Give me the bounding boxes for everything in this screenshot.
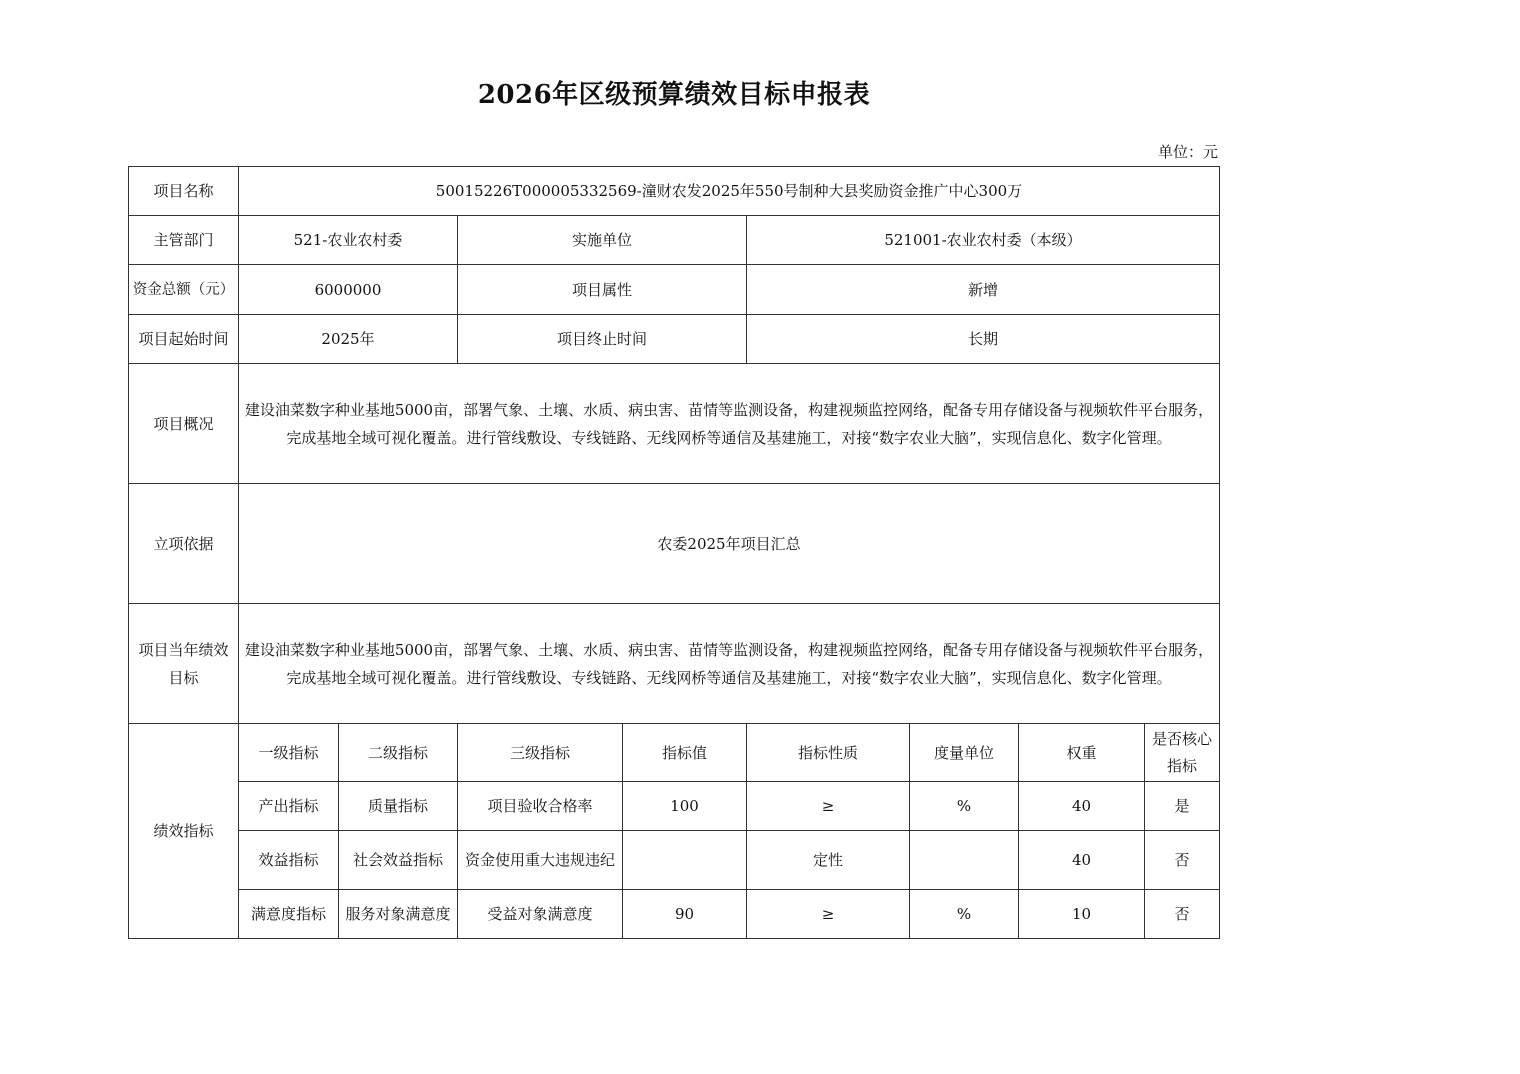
row2-weight: 40 [1019, 831, 1145, 890]
indicator-header-row [129, 724, 1220, 782]
row3-level2: 服务对象满意度 [339, 890, 458, 939]
row-fund [129, 265, 1220, 315]
row3-level3: 受益对象满意度 [458, 890, 623, 939]
impl-value: 521001-农业农村委（本级） [747, 216, 1220, 265]
row3-value: 90 [623, 890, 747, 939]
row2-value [623, 831, 747, 890]
end-value: 长期 [747, 315, 1220, 364]
row-goal [129, 604, 1220, 724]
start-value: 2025年 [239, 315, 458, 364]
header-weight: 权重 [1019, 724, 1145, 782]
row3-nature: ≥ [747, 890, 910, 939]
goal-value: 建设油菜数字种业基地5000亩，部署气象、土壤、水质、病虫害、苗情等监测设备，构建视频监控网络，配备专用存储设备与视频软件平台服务，完成基地全域可视化覆盖。进行管线敷设、专线链路、无线网桥等通信及基建施工，对接“数字农业大脑”，实现信息化、数字化管理。 [239, 604, 1220, 724]
goal-label: 项目当年绩效目标 [129, 604, 239, 724]
end-label: 项目终止时间 [458, 315, 747, 364]
overview-value: 建设油菜数字种业基地5000亩，部署气象、土壤、水质、病虫害、苗情等监测设备，构建视频监控网络，配备专用存储设备与视频软件平台服务，完成基地全域可视化覆盖。进行管线敷设、专线链路、无线网桥等通信及基建施工，对接“数字农业大脑”，实现信息化、数字化管理。 [239, 364, 1220, 484]
dept-value: 521-农业农村委 [239, 216, 458, 265]
row-period [129, 315, 1220, 364]
header-nature: 指标性质 [747, 724, 910, 782]
row1-core: 是 [1145, 782, 1220, 831]
row1-level1: 产出指标 [239, 782, 339, 831]
row2-level1: 效益指标 [239, 831, 339, 890]
row-project-name [129, 167, 1220, 216]
row2-core: 否 [1145, 831, 1220, 890]
row3-unit: % [910, 890, 1019, 939]
row1-nature: ≥ [747, 782, 910, 831]
budget-form-table [128, 166, 1220, 939]
overview-label: 项目概况 [129, 364, 239, 484]
project-name-value: 50015226T000005332569-潼财农发2025年550号制种大县奖励资金推广中心300万 [239, 167, 1220, 216]
row3-weight: 10 [1019, 890, 1145, 939]
start-label: 项目起始时间 [129, 315, 239, 364]
fund-value: 6000000 [239, 265, 458, 315]
row-department [129, 216, 1220, 265]
row1-level3: 项目验收合格率 [458, 782, 623, 831]
attr-value: 新增 [747, 265, 1220, 315]
row2-nature: 定性 [747, 831, 910, 890]
header-level3: 三级指标 [458, 724, 623, 782]
row3-level1: 满意度指标 [239, 890, 339, 939]
header-unit: 度量单位 [910, 724, 1019, 782]
header-level1: 一级指标 [239, 724, 339, 782]
row1-weight: 40 [1019, 782, 1145, 831]
basis-value: 农委2025年项目汇总 [239, 484, 1220, 604]
row-basis [129, 484, 1220, 604]
row-overview [129, 364, 1220, 484]
fund-label: 资金总额（元） [129, 265, 239, 315]
row1-level2: 质量指标 [339, 782, 458, 831]
table-row [129, 782, 1220, 831]
unit-label: 单位：元 [1157, 143, 1218, 161]
attr-label: 项目属性 [458, 265, 747, 315]
header-value: 指标值 [623, 724, 747, 782]
page-title: 2026年区级预算绩效目标申报表 [477, 80, 871, 110]
basis-label: 立项依据 [129, 484, 239, 604]
header-level2: 二级指标 [339, 724, 458, 782]
table-row [129, 890, 1220, 939]
indicators-label: 绩效指标 [129, 724, 239, 939]
header-core: 是否核心指标 [1145, 724, 1220, 782]
row2-level3: 资金使用重大违规违纪 [458, 831, 623, 890]
impl-label: 实施单位 [458, 216, 747, 265]
dept-label: 主管部门 [129, 216, 239, 265]
row2-unit [910, 831, 1019, 890]
row1-value: 100 [623, 782, 747, 831]
table-row [129, 831, 1220, 890]
row2-level2: 社会效益指标 [339, 831, 458, 890]
row3-core: 否 [1145, 890, 1220, 939]
row1-unit: % [910, 782, 1019, 831]
project-name-label: 项目名称 [129, 167, 239, 216]
